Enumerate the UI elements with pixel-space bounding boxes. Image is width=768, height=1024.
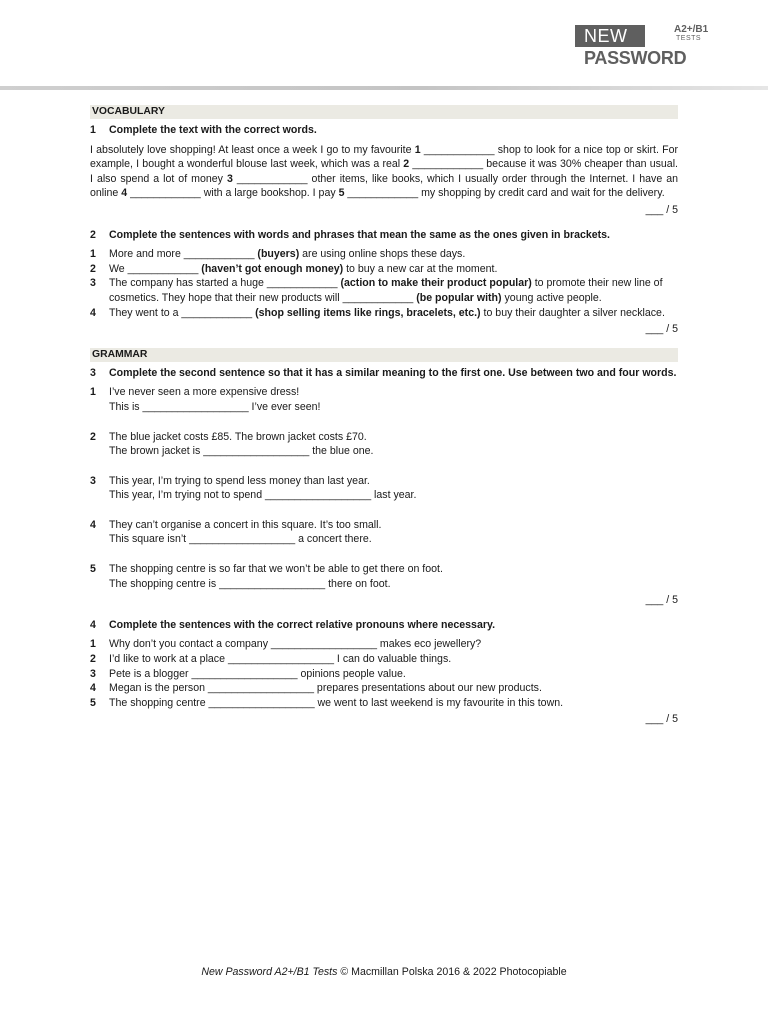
item-text: More and more ____________ (buyers) are using online shops these days. (109, 248, 466, 261)
task1-instruction-text: Complete the text with the correct words. (109, 124, 317, 136)
item-number: 5 (90, 563, 96, 576)
task3-number: 3 (90, 366, 96, 379)
item-text: They went to a ____________ (shop selling items like rings, bracelets, etc.) to buy their daughter a silver necklace. (109, 306, 665, 319)
item-number: 1 (90, 386, 96, 399)
task2-item-3 (90, 276, 678, 305)
bold-text: (shop selling items like rings, bracelets, etc.) (255, 306, 481, 319)
task4-number: 4 (90, 618, 96, 631)
item-prompt: They can’t organise a concert in this square. It’s too small. (109, 518, 382, 531)
task3-item-3 (90, 474, 678, 503)
item-text: I’d like to work at a place __________________ I can do valuable things. (109, 653, 452, 666)
bold-text: 4 (121, 187, 128, 200)
task2-score: ___ / 5 (645, 323, 678, 336)
item-prompt: The blue jacket costs £85. The brown jacket costs £70. (109, 430, 367, 443)
task4-items (90, 637, 678, 710)
task4-score: ___ / 5 (645, 713, 678, 726)
bold-text: (action to make their product popular) (340, 277, 532, 290)
new-password-logo (575, 24, 720, 68)
bold-text: 2 (403, 158, 410, 171)
task3-instruction-text: Complete the second sentence so that it has a similar meaning to the first one. Use between two and four words. (109, 366, 677, 379)
item-text: The company has started a huge ____________ (action to make their product popular) to promote their new line of cosmetics. They hope that their new products will ____________ (be popular with) young active people. (109, 277, 663, 304)
bold-text: (haven’t got enough money) (201, 262, 344, 275)
item-number: 2 (90, 262, 96, 275)
item-text: We ____________ (haven’t got enough money) to buy a new car at the moment. (109, 262, 498, 275)
task3-item-2 (90, 430, 678, 459)
task4-instruction (90, 618, 678, 633)
task4-item-5 (90, 696, 678, 711)
item-number: 4 (90, 518, 96, 531)
task2-instruction-text: Complete the sentences with words and phrases that mean the same as the ones given in brackets. (109, 228, 610, 241)
task2-item-1 (90, 247, 678, 262)
task1-score: ___ / 5 (645, 203, 678, 216)
item-answer-line: This square isn’t __________________ a concert there. (109, 533, 372, 546)
item-number: 3 (90, 277, 96, 290)
task4-item-4 (90, 681, 678, 696)
task3-item-1 (90, 385, 678, 414)
vocabulary-heading: VOCABULARY (90, 105, 678, 119)
item-number: 4 (90, 682, 96, 695)
task4-instruction-text: Complete the sentences with the correct relative pronouns where necessary. (109, 618, 496, 631)
item-answer-line: The shopping centre is __________________ there on foot. (109, 577, 391, 590)
task3-instruction (90, 366, 678, 381)
item-number: 3 (90, 667, 96, 680)
task4-item-1 (90, 637, 678, 652)
item-number: 4 (90, 306, 96, 319)
task2-items (90, 247, 678, 320)
item-number: 2 (90, 430, 96, 443)
footer-copyright: © Macmillan Polska 2016 & 2022 Photocopiable (337, 966, 567, 978)
header-divider (0, 86, 768, 90)
task1-number: 1 (90, 124, 96, 136)
task4-item-3 (90, 667, 678, 682)
page-footer (0, 966, 768, 978)
logo-new-text: NEW (575, 25, 645, 47)
item-number: 2 (90, 653, 96, 666)
task1-instruction (90, 123, 678, 138)
item-answer-line: This year, I’m trying not to spend __________________ last year. (109, 489, 417, 502)
item-text: Megan is the person __________________ prepares presentations about our new products. (109, 682, 542, 695)
logo-password-text: PASSWORD (584, 48, 687, 68)
logo-level-text: A2+/B1 (674, 24, 709, 35)
item-prompt: I’ve never seen a more expensive dress! (109, 386, 300, 399)
item-text: Pete is a blogger __________________ opinions people value. (109, 667, 406, 680)
bold-text: (buyers) (257, 248, 300, 261)
task2-item-2 (90, 262, 678, 277)
bold-text: 3 (226, 172, 233, 185)
item-number: 1 (90, 638, 96, 651)
logo-tests-text: TESTS (676, 35, 702, 42)
task3-item-4 (90, 518, 678, 547)
task4-item-2 (90, 652, 678, 667)
item-text: Why don’t you contact a company __________________ makes eco jewellery? (109, 638, 482, 651)
item-prompt: This year, I’m trying to spend less money than last year. (109, 474, 370, 487)
worksheet-content (90, 105, 678, 727)
task3-items (90, 385, 678, 591)
task1-paragraph: I absolutely love shopping! At least once a week I go to my favourite 1 ____________ shop to look for a nice top or skirt. For example, I bought a wonderful blouse last week, which was a real 2 ____________ because it was 30% cheaper than usual. I also spend a lot of money 3 ____________ other items, like books, which I usually order through the Internet. I have an online 4 ____________ with a large bookshop. I pay 5 ____________ my shopping by credit card and wait for the delivery. (90, 143, 678, 200)
item-prompt: The shopping centre is so far that we won’t be able to get there on foot. (109, 563, 443, 576)
task3-item-5 (90, 562, 678, 591)
item-number: 1 (90, 248, 96, 261)
item-answer-line: This is __________________ I’ve ever seen! (109, 400, 321, 413)
item-text: The shopping centre __________________ we went to last weekend is my favourite in this town. (109, 696, 564, 709)
task3-score: ___ / 5 (645, 594, 678, 607)
item-number: 3 (90, 474, 96, 487)
item-number: 5 (90, 696, 96, 709)
item-answer-line: The brown jacket is __________________ the blue one. (109, 445, 374, 458)
task2-item-4 (90, 306, 678, 321)
task2-number: 2 (90, 228, 96, 241)
task2-instruction (90, 228, 678, 243)
bold-text: 1 (414, 143, 421, 156)
bold-text: (be popular with) (416, 291, 502, 304)
bold-text: 5 (338, 187, 345, 200)
grammar-heading: GRAMMAR (90, 348, 678, 362)
footer-title: New Password A2+/B1 Tests (201, 966, 338, 978)
